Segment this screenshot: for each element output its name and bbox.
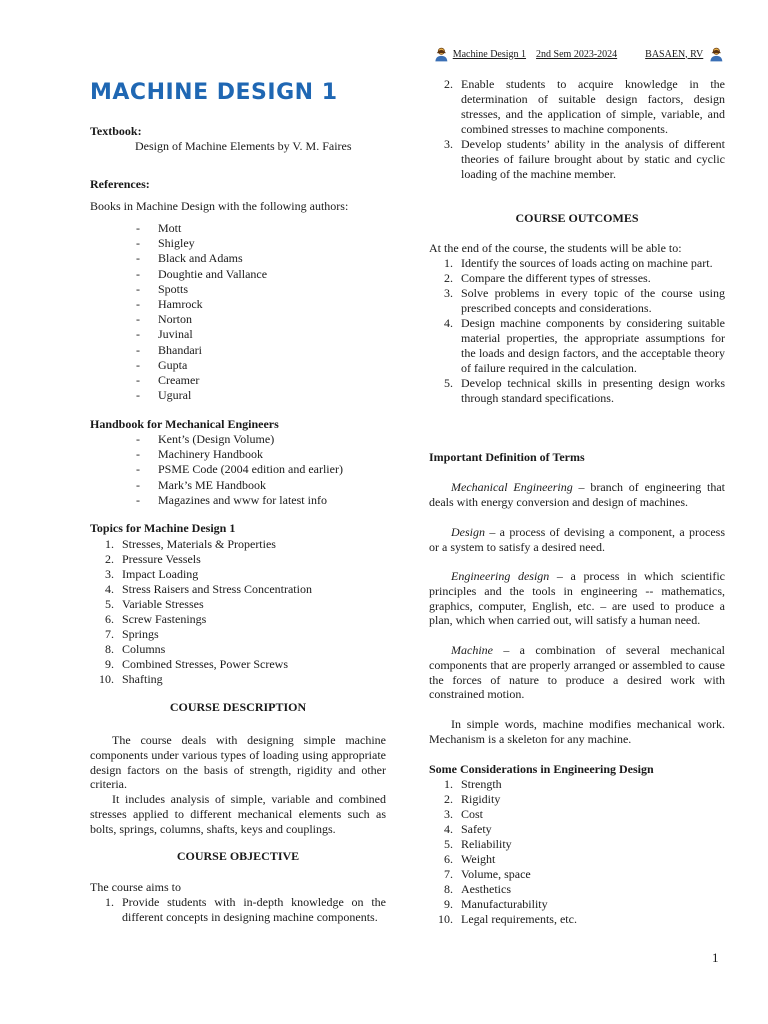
list-item: 2. Enable students to acquire knowledge in the determination of suitable design factors, design stresses, and the application of simple, variable, and combined stresses to machine components. bbox=[444, 77, 725, 136]
list-item: 4. Safety bbox=[444, 822, 492, 836]
list-item: - Bhandari bbox=[136, 342, 202, 357]
list-item: 1. Stresses, Materials & Properties bbox=[105, 537, 276, 551]
list-item: - Hamrock bbox=[136, 297, 203, 312]
list-item: 2. Pressure Vessels bbox=[105, 552, 201, 566]
running-header bbox=[434, 46, 724, 62]
outcomes-list bbox=[429, 256, 725, 406]
list-item: 4. Design machine components by considering suitable material properties, the appropriate assumptions for the loads and design factors, and the acceptable theory of failure required in the calculation. bbox=[444, 316, 725, 375]
list-item: - Juvinal bbox=[136, 327, 193, 342]
list-item: - Creamer bbox=[136, 373, 200, 388]
page-title: MACHINE DESIGN 1 bbox=[90, 80, 338, 105]
person-icon bbox=[709, 46, 724, 62]
list-item: - Mott bbox=[136, 221, 182, 235]
list-item: 3. Cost bbox=[444, 807, 484, 821]
list-item: 5. Develop technical skills in presenting design works through standard specifications. bbox=[444, 376, 725, 405]
list-item: - Spotts bbox=[136, 281, 189, 296]
list-item: - PSME Code (2004 edition and earlier) bbox=[136, 462, 343, 477]
authors-list bbox=[136, 221, 386, 403]
list-item: 2. Rigidity bbox=[444, 792, 501, 806]
considerations-list bbox=[429, 777, 725, 927]
list-item: 7. Springs bbox=[105, 627, 159, 641]
list-item: - Mark’s ME Handbook bbox=[136, 477, 266, 492]
course-description-heading: COURSE DESCRIPTION bbox=[169, 700, 307, 714]
course-description-p1: The course deals with designing simple machine components under various types of loading using appropriate design factors on the basis of strength, rigidity and other criteria. bbox=[90, 733, 386, 792]
objective-list-1 bbox=[90, 895, 386, 925]
header-sem: 2nd Sem 2023-2024 bbox=[536, 48, 618, 60]
list-item: 3. Solve problems in every topic of the course using prescribed concepts and considerations. bbox=[444, 286, 725, 315]
list-item: 4. Stress Raisers and Stress Concentration bbox=[105, 582, 312, 596]
course-description-p2: It includes analysis of simple, variable and combined stresses applied to different mechanical elements such as bolts, springs, columns, shafts, keys and couplings. bbox=[90, 792, 386, 836]
objective-list-2 bbox=[429, 77, 725, 182]
page-number: 1 bbox=[712, 950, 719, 965]
list-item: - Ugural bbox=[136, 388, 192, 403]
list-item: - Shigley bbox=[136, 236, 195, 251]
list-item: 6. Screw Fastenings bbox=[105, 612, 207, 626]
list-item: - Kent’s (Design Volume) bbox=[136, 432, 275, 446]
references-intro: Books in Machine Design with the following authors: bbox=[90, 199, 349, 213]
references-label: References: bbox=[90, 177, 150, 191]
list-item: 3. Develop students’ ability in the analysis of different theories of failure brought about by static and cyclic loading of the machine member. bbox=[444, 137, 725, 181]
handbook-label: Handbook for Mechanical Engineers bbox=[90, 417, 279, 431]
handbook-list bbox=[136, 432, 386, 508]
list-item: 5. Variable Stresses bbox=[105, 597, 204, 611]
list-item: 1. Identify the sources of loads acting on machine part. bbox=[444, 256, 713, 270]
list-item: 7. Volume, space bbox=[444, 867, 531, 881]
list-item: 8. Columns bbox=[105, 642, 166, 656]
definition-simple-words: In simple words, machine modifies mechanical work. Mechanism is a skeleton for any machine. bbox=[429, 717, 725, 746]
course-objective-intro: The course aims to bbox=[90, 880, 181, 894]
topics-label: Topics for Machine Design 1 bbox=[90, 521, 236, 535]
course-objective-heading: COURSE OBJECTIVE bbox=[176, 849, 300, 863]
list-item: 1. Strength bbox=[444, 777, 502, 791]
course-outcomes-heading: COURSE OUTCOMES bbox=[515, 211, 639, 225]
list-item: - Machinery Handbook bbox=[136, 447, 263, 462]
header-course: Machine Design 1 bbox=[452, 48, 527, 60]
list-item: - Gupta bbox=[136, 357, 188, 372]
list-item: 9. Combined Stresses, Power Screws bbox=[105, 657, 288, 671]
person-icon bbox=[434, 46, 449, 62]
list-item: - Black and Adams bbox=[136, 251, 243, 266]
list-item: 8. Aesthetics bbox=[444, 882, 511, 896]
list-item: 3. Impact Loading bbox=[105, 567, 199, 581]
list-item: 10. Shafting bbox=[99, 672, 163, 686]
textbook-label: Textbook: bbox=[90, 124, 142, 138]
list-item: 2. Compare the different types of stresses. bbox=[444, 271, 651, 285]
course-outcomes-intro: At the end of the course, the students will be able to: bbox=[429, 241, 682, 255]
considerations-heading: Some Considerations in Engineering Design bbox=[429, 762, 654, 776]
definition-mechanical-engineering: Mechanical Engineering – branch of engineering that deals with energy conversion and design of machines. bbox=[429, 480, 726, 509]
list-item: 6. Weight bbox=[444, 852, 496, 866]
list-item: 5. Reliability bbox=[444, 837, 512, 851]
definitions-heading: Important Definition of Terms bbox=[429, 450, 585, 464]
definition-design: Design – a process of devising a component, a process or a system to satisfy a desired need. bbox=[429, 525, 725, 554]
list-item: 9. Manufacturability bbox=[444, 897, 548, 911]
list-item: - Norton bbox=[136, 312, 192, 327]
list-item: 10. Legal requirements, etc. bbox=[438, 912, 577, 926]
textbook-value: Design of Machine Elements by V. M. Faires bbox=[135, 139, 352, 153]
definition-machine: Machine – a combination of several mechanical components that are properly arranged or assembled to cause the forces of nature to produce a desired work with constrained motion. bbox=[429, 643, 725, 702]
header-author: BASAEN, RV bbox=[645, 48, 704, 60]
list-item: 1. Provide students with in-depth knowledge on the different concepts in designing machine components. bbox=[105, 895, 386, 924]
definition-engineering-design: Engineering design – a process in which scientific principles and the tools in engineering -- mathematics, graphics, computer, English, etc. – are used to produce a plan, which when carried out, will satisfy a human need. bbox=[429, 569, 725, 628]
topics-list bbox=[90, 537, 386, 687]
list-item: - Magazines and www for latest info bbox=[136, 492, 327, 507]
list-item: - Doughtie and Vallance bbox=[136, 266, 268, 281]
